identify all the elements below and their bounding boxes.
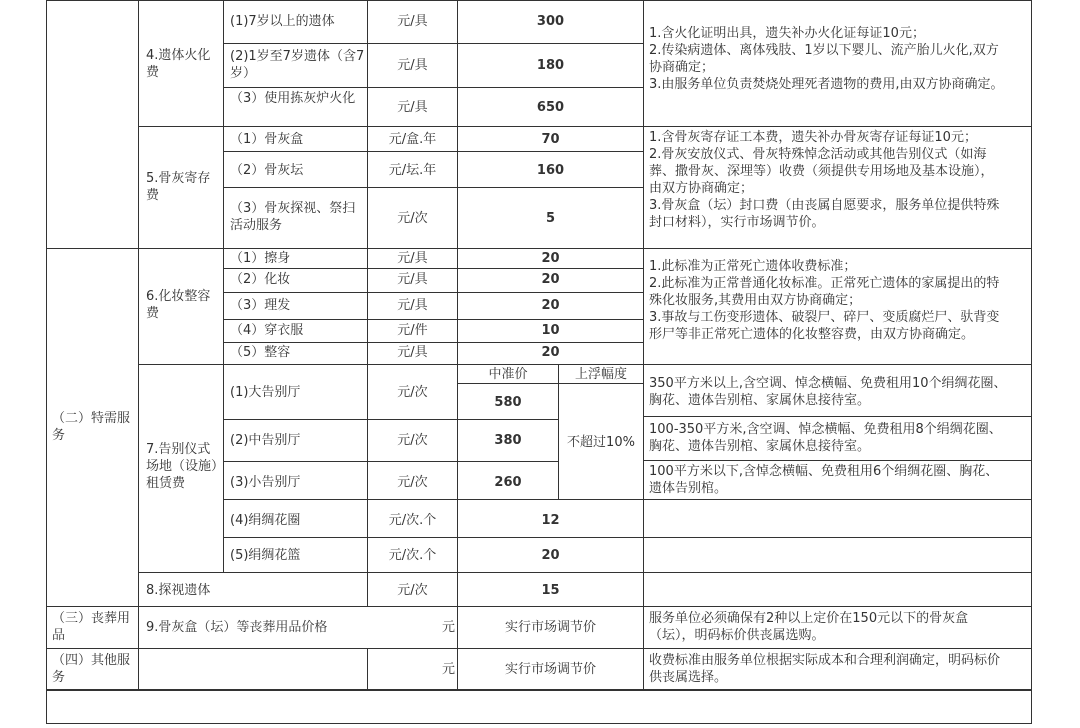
- base-price-header: 中准价: [488, 367, 528, 382]
- grid-line: [643, 460, 1032, 461]
- grid-line: [138, 572, 1032, 573]
- item-price: 70: [541, 132, 560, 147]
- note-line: 形尸等非正常死亡遗体的化妆整容费，由双方协商确定。: [649, 327, 975, 342]
- grid-line: [558, 364, 559, 499]
- item-price: 实行市场调节价: [504, 662, 596, 677]
- item-name: （1）骨灰盒: [230, 132, 304, 147]
- category-funeral-goods: （三）丧葬用品: [52, 611, 131, 643]
- grid-line: [223, 268, 644, 269]
- note-small-hall: [649, 463, 1029, 497]
- group-viewing: 8.探视遗体: [146, 583, 211, 598]
- item-unit: 元/具: [397, 14, 428, 29]
- item-unit: 元: [441, 620, 455, 635]
- note-funeral-goods: [649, 610, 1029, 644]
- item-price: 15: [541, 583, 560, 598]
- item-price: 380: [494, 433, 522, 448]
- float-range-value: 不超过10%: [567, 435, 635, 450]
- item-unit: 元/次: [397, 385, 428, 400]
- note-line: 2.传染病遗体、离体残肢、1岁以下婴儿、流产胎儿火化,双方: [649, 43, 999, 58]
- grid-line: [46, 689, 1032, 691]
- note-makeup: [649, 258, 1029, 343]
- note-line: 葬、撒骨灰、深埋等）收费（须提供专用场地及基本设施），: [649, 164, 994, 179]
- grid-line: [457, 383, 643, 384]
- item-unit: 元/次.个: [388, 548, 437, 563]
- item-name: (1)大告别厅: [230, 385, 301, 400]
- item-unit: 元/具: [397, 251, 428, 266]
- note-line: 由双方协商确定；: [649, 181, 754, 196]
- item-price: 160: [536, 163, 565, 178]
- item-unit: 元/次: [397, 475, 428, 490]
- item-name: (4)绢绸花圈: [230, 513, 301, 528]
- grid-line: [46, 0, 47, 724]
- note-ash-storage: [649, 129, 1029, 231]
- note-line: 1.含骨灰寄存证工本费，遗失补办骨灰寄存证每证10元；: [649, 130, 977, 145]
- note-line: 2.骨灰安放仪式、骨灰特殊悼念活动或其他告别仪式（如海: [649, 147, 987, 162]
- item-unit: 元/具: [397, 272, 428, 287]
- grid-line: [223, 87, 644, 88]
- item-price: 650: [536, 100, 565, 115]
- item-unit: 元/具: [397, 345, 428, 360]
- grid-line: [1031, 0, 1032, 724]
- grid-line: [223, 43, 644, 44]
- item-name: （3）理发: [230, 298, 291, 313]
- item-name: （3）使用拣灰炉火化: [230, 91, 356, 106]
- note-line: 350平方米以上,含空调、悼念横幅、免费租用10个绢绸花圈、: [649, 376, 1007, 391]
- item-price: 20: [541, 298, 560, 313]
- note-line: 3.事故与工伤变形遗体、破裂尸、碎尸、变质腐烂尸、驮背变: [649, 310, 1000, 325]
- note-line: 3.由服务单位负责焚烧处理死者遗物的费用,由双方协商确定。: [649, 77, 1004, 92]
- note-large-hall: [649, 375, 1029, 409]
- grid-line: [223, 151, 644, 152]
- item-price: 20: [541, 272, 560, 287]
- note-cremation: [649, 25, 1029, 93]
- item-unit: 元/具: [397, 100, 428, 115]
- note-line: 协商确定；: [649, 60, 715, 75]
- grid-line: [223, 187, 644, 188]
- item-unit: 元/坛.年: [388, 163, 437, 178]
- note-line: 100平方米以下,含悼念横幅、免费租用6个绢绸花圈、胸花、: [649, 464, 999, 479]
- item-name: （2）化妆: [230, 272, 291, 287]
- item-price: 180: [536, 58, 565, 73]
- item-price: 实行市场调节价: [504, 620, 596, 635]
- note-medium-hall: [649, 421, 1029, 455]
- grid-line: [223, 419, 559, 420]
- item-name: (5)绢绸花篮: [230, 548, 301, 563]
- grid-line: [643, 0, 644, 690]
- grid-line: [138, 364, 1032, 365]
- item-name: (2)1岁至7岁遗体（含7岁）: [230, 49, 365, 81]
- grid-line: [223, 499, 1032, 500]
- grid-line: [46, 723, 1032, 724]
- item-unit: 元/具: [397, 298, 428, 313]
- group-ash-storage: 5.骨灰寄存费: [146, 171, 211, 203]
- note-other: [649, 652, 1029, 686]
- grid-line: [138, 126, 1032, 127]
- grid-line: [643, 416, 1032, 417]
- item-price: 20: [541, 548, 560, 563]
- note-line: 胸花、遗体告别棺、家属休息接待室。: [649, 393, 871, 408]
- item-name: （3）骨灰探视、祭扫活动服务: [230, 201, 356, 233]
- group-farewell-hall: 7.告别仪式场地（设施）租赁费: [146, 442, 218, 491]
- note-line: 1.含火化证明出具，遗失补办火化证每证10元；: [649, 26, 925, 41]
- grid-line: [46, 606, 1032, 607]
- group-funeral-goods: 9.骨灰盒（坛）等丧葬用品价格: [146, 620, 328, 635]
- grid-line: [46, 648, 1032, 649]
- note-line: 3.骨灰盒（坛）封口费（由丧属自愿要求，服务单位提供特殊: [649, 198, 1000, 213]
- item-unit: 元/次: [397, 433, 428, 448]
- grid-line: [367, 648, 368, 690]
- category-other: （四）其他服务: [52, 653, 131, 685]
- item-price: 20: [541, 251, 560, 266]
- note-line: （坛），明码标价供丧属选购。: [649, 628, 825, 643]
- item-unit: 元/次: [397, 211, 428, 226]
- grid-line: [223, 319, 644, 320]
- item-unit: 元/件: [397, 323, 428, 338]
- item-name: （5）整容: [230, 345, 291, 360]
- item-price: 20: [541, 345, 560, 360]
- note-line: 胸花、遗体告别棺、家属休息接待室。: [649, 439, 871, 454]
- item-price: 5: [545, 211, 556, 226]
- grid-line: [138, 0, 139, 690]
- grid-line: [46, 0, 1032, 1]
- grid-line: [223, 0, 224, 572]
- item-name: (2)中告别厅: [230, 433, 301, 448]
- item-name: (1)7岁以上的遗体: [230, 14, 335, 29]
- item-unit: 元/次: [397, 583, 428, 598]
- category-special: （二）特需服务: [52, 411, 131, 443]
- item-unit: 元: [441, 662, 455, 677]
- note-line: 遗体告别棺。: [649, 481, 728, 496]
- note-line: 2.此标准为正常普通化妆标准。正常死亡遗体的家属提出的特: [649, 276, 1000, 291]
- grid-line: [46, 248, 1032, 249]
- item-name: (3)小告别厅: [230, 475, 301, 490]
- item-price: 12: [541, 513, 560, 528]
- grid-line: [223, 292, 644, 293]
- item-name: （4）穿衣服: [230, 323, 304, 338]
- float-range-header: 上浮幅度: [574, 367, 627, 382]
- grid-line: [223, 537, 1032, 538]
- grid-line: [223, 342, 644, 343]
- item-name: （2）骨灰坛: [230, 163, 304, 178]
- item-price: 300: [536, 14, 565, 29]
- group-cremation: 4.遗体火化费: [146, 48, 211, 80]
- note-line: 100-350平方米,含空调、悼念横幅、免费租用8个绢绸花圈、: [649, 422, 1002, 437]
- note-line: 殊化妆服务,其费用由双方协商确定；: [649, 293, 862, 308]
- note-line: 1.此标准为正常死亡遗体收费标准；: [649, 259, 857, 274]
- item-price: 580: [494, 395, 522, 410]
- note-line: 服务单位必须确保有2种以上定价在150元以下的骨灰盒: [649, 611, 969, 626]
- note-line: 供丧属选择。: [649, 670, 728, 685]
- note-line: 收费标准由服务单位根据实际成本和合理利润确定，明码标价: [649, 653, 1001, 668]
- item-unit: 元/次.个: [388, 513, 437, 528]
- item-name: （1）擦身: [230, 251, 291, 266]
- item-price: 260: [494, 475, 522, 490]
- item-unit: 元/具: [397, 58, 428, 73]
- item-unit: 元/盒.年: [388, 132, 437, 147]
- group-makeup: 6.化妆整容费: [146, 289, 211, 321]
- item-price: 10: [541, 323, 560, 338]
- note-line: 封口材料），实行市场调节价。: [649, 215, 825, 230]
- grid-line: [223, 461, 559, 462]
